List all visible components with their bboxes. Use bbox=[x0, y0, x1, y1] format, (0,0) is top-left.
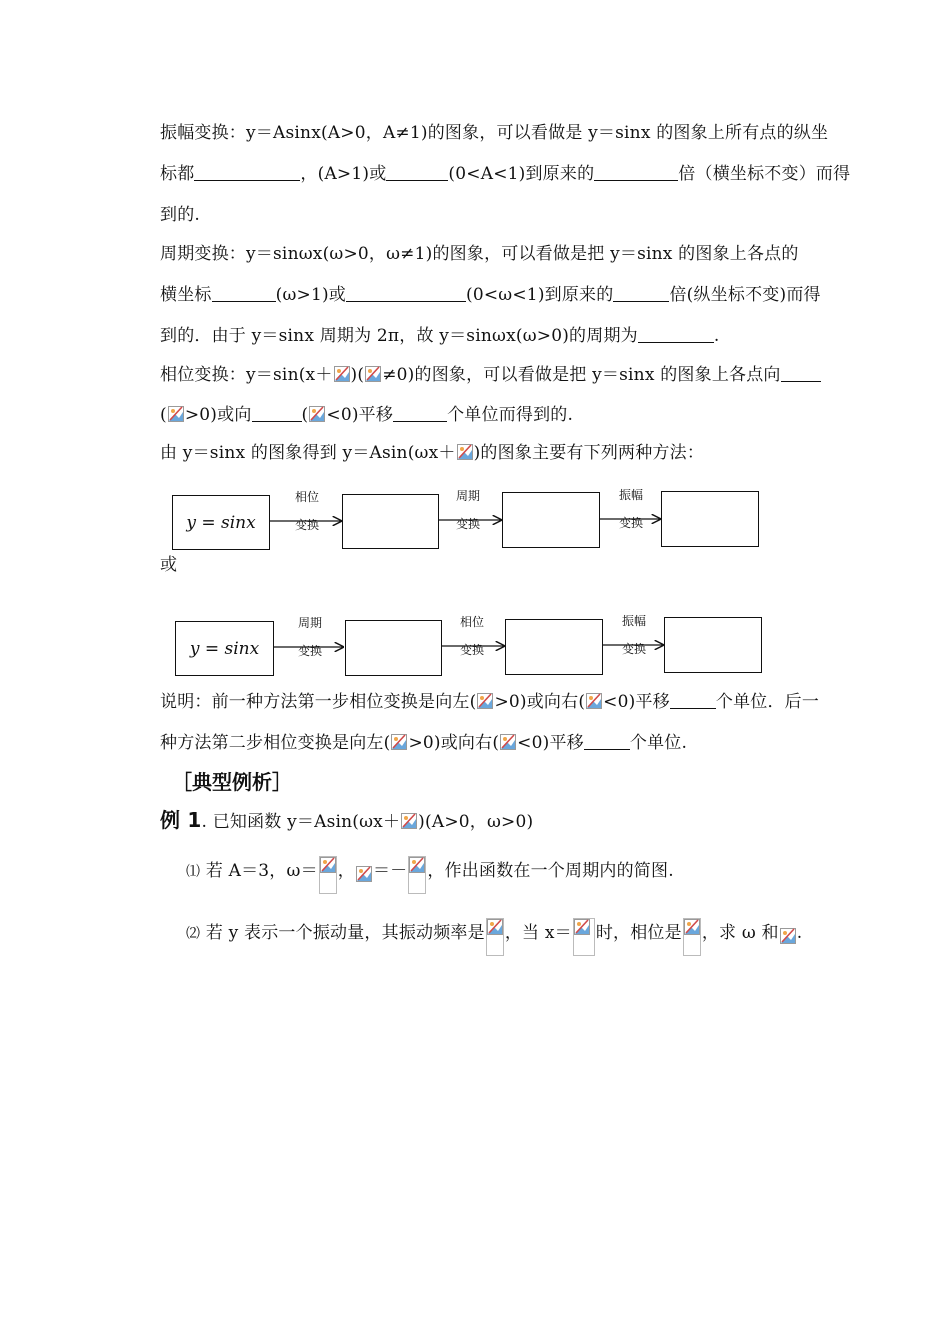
empty-box bbox=[661, 491, 759, 547]
broken-image-icon bbox=[168, 406, 184, 422]
broken-image-icon bbox=[780, 928, 796, 944]
blank bbox=[594, 162, 678, 181]
blank bbox=[613, 283, 669, 302]
broken-image-icon bbox=[586, 693, 602, 709]
arrow-label: 周期 变换 bbox=[455, 489, 480, 531]
period-line-2: 横坐标 (ω>1)或 (0<ω<1)到原来的 倍(纵坐标不变)而得 bbox=[160, 285, 821, 305]
broken-image-icon bbox=[391, 734, 407, 750]
question-1: ⑴ 若 A＝3，ω＝ ， ＝－ ，作出函数在一个周期内的简图. bbox=[186, 856, 674, 894]
blank bbox=[781, 363, 821, 382]
blank bbox=[584, 731, 630, 750]
broken-image-icon bbox=[334, 366, 350, 382]
amplitude-line-1: 振幅变换：y＝Asinx(A>0，A≠1)的图象，可以看做是 y＝sinx 的图象上所有点的纵坐 bbox=[160, 123, 829, 143]
example-label: 例 1 bbox=[160, 808, 202, 832]
broken-image-icon bbox=[401, 813, 417, 829]
start-box: y = sinx bbox=[175, 621, 274, 676]
broken-image-icon bbox=[408, 856, 426, 894]
empty-box bbox=[664, 617, 762, 673]
blank bbox=[252, 403, 302, 422]
question-2: ⑵ 若 y 表示一个振动量，其振动频率是 ，当 x＝ 时，相位是 ，求 ω 和 . bbox=[186, 918, 802, 956]
blank bbox=[393, 403, 447, 422]
section-heading: ［典型例析］ bbox=[172, 770, 292, 794]
phase-line-1: 相位变换：y＝sin(x＋ )( ≠0)的图象，可以看做是把 y＝sinx 的图象上各点向 bbox=[160, 363, 821, 387]
broken-image-icon bbox=[309, 406, 325, 422]
broken-image-icon bbox=[319, 856, 337, 894]
empty-box bbox=[505, 619, 603, 675]
period-line-1: 周期变换：y＝sinωx(ω>0，ω≠1)的图象，可以看做是把 y＝sinx 的图象上各点的 bbox=[160, 244, 799, 264]
broken-image-icon bbox=[457, 444, 473, 460]
example-intro: 例 1. 已知函数 y＝Asin(ωx＋ )(A>0，ω>0) bbox=[160, 808, 534, 832]
methods-intro: 由 y＝sinx 的图象得到 y＝Asin(ωx＋ )的图象主要有下列两种方法： bbox=[160, 443, 705, 463]
arrow-label: 相位 变换 bbox=[294, 490, 319, 532]
start-box: y = sinx bbox=[172, 495, 270, 550]
broken-image-icon bbox=[356, 866, 372, 882]
broken-image-icon bbox=[573, 918, 595, 956]
blank bbox=[194, 162, 300, 181]
blank bbox=[386, 162, 448, 181]
arrow-label: 周期 变换 bbox=[297, 616, 322, 658]
blank bbox=[346, 283, 466, 302]
period-line-3: 到的．由于 y＝sinx 周期为 2π，故 y＝sinωx(ω>0)的周期为 . bbox=[160, 326, 720, 346]
note-line-2: 种方法第二步相位变换是向左( >0)或向右( <0)平移 个单位. bbox=[160, 733, 688, 753]
arrow-label: 相位 变换 bbox=[459, 615, 484, 657]
empty-box bbox=[345, 620, 442, 676]
broken-image-icon bbox=[365, 366, 381, 382]
blank bbox=[212, 283, 276, 302]
broken-image-icon bbox=[477, 693, 493, 709]
empty-box bbox=[502, 492, 600, 548]
broken-image-icon bbox=[683, 918, 701, 956]
blank bbox=[670, 690, 716, 709]
amplitude-line-3: 到的. bbox=[160, 205, 201, 225]
arrow-label: 振幅 变换 bbox=[621, 614, 646, 656]
arrow-label: 振幅 变换 bbox=[618, 488, 643, 530]
broken-image-icon bbox=[500, 734, 516, 750]
phase-line-2: ( >0)或向 ( <0)平移 个单位而得到的. bbox=[160, 405, 574, 425]
note-line-1: 说明：前一种方法第一步相位变换是向左( >0)或向右( <0)平移 个单位．后一 bbox=[160, 692, 820, 712]
empty-box bbox=[342, 494, 439, 549]
or-text: 或 bbox=[160, 555, 178, 575]
amplitude-line-2: 标都 ，(A>1)或 (0<A<1)到原来的 倍（横坐标不变）而得 bbox=[160, 164, 851, 184]
broken-image-icon bbox=[486, 918, 504, 956]
blank bbox=[638, 324, 714, 343]
